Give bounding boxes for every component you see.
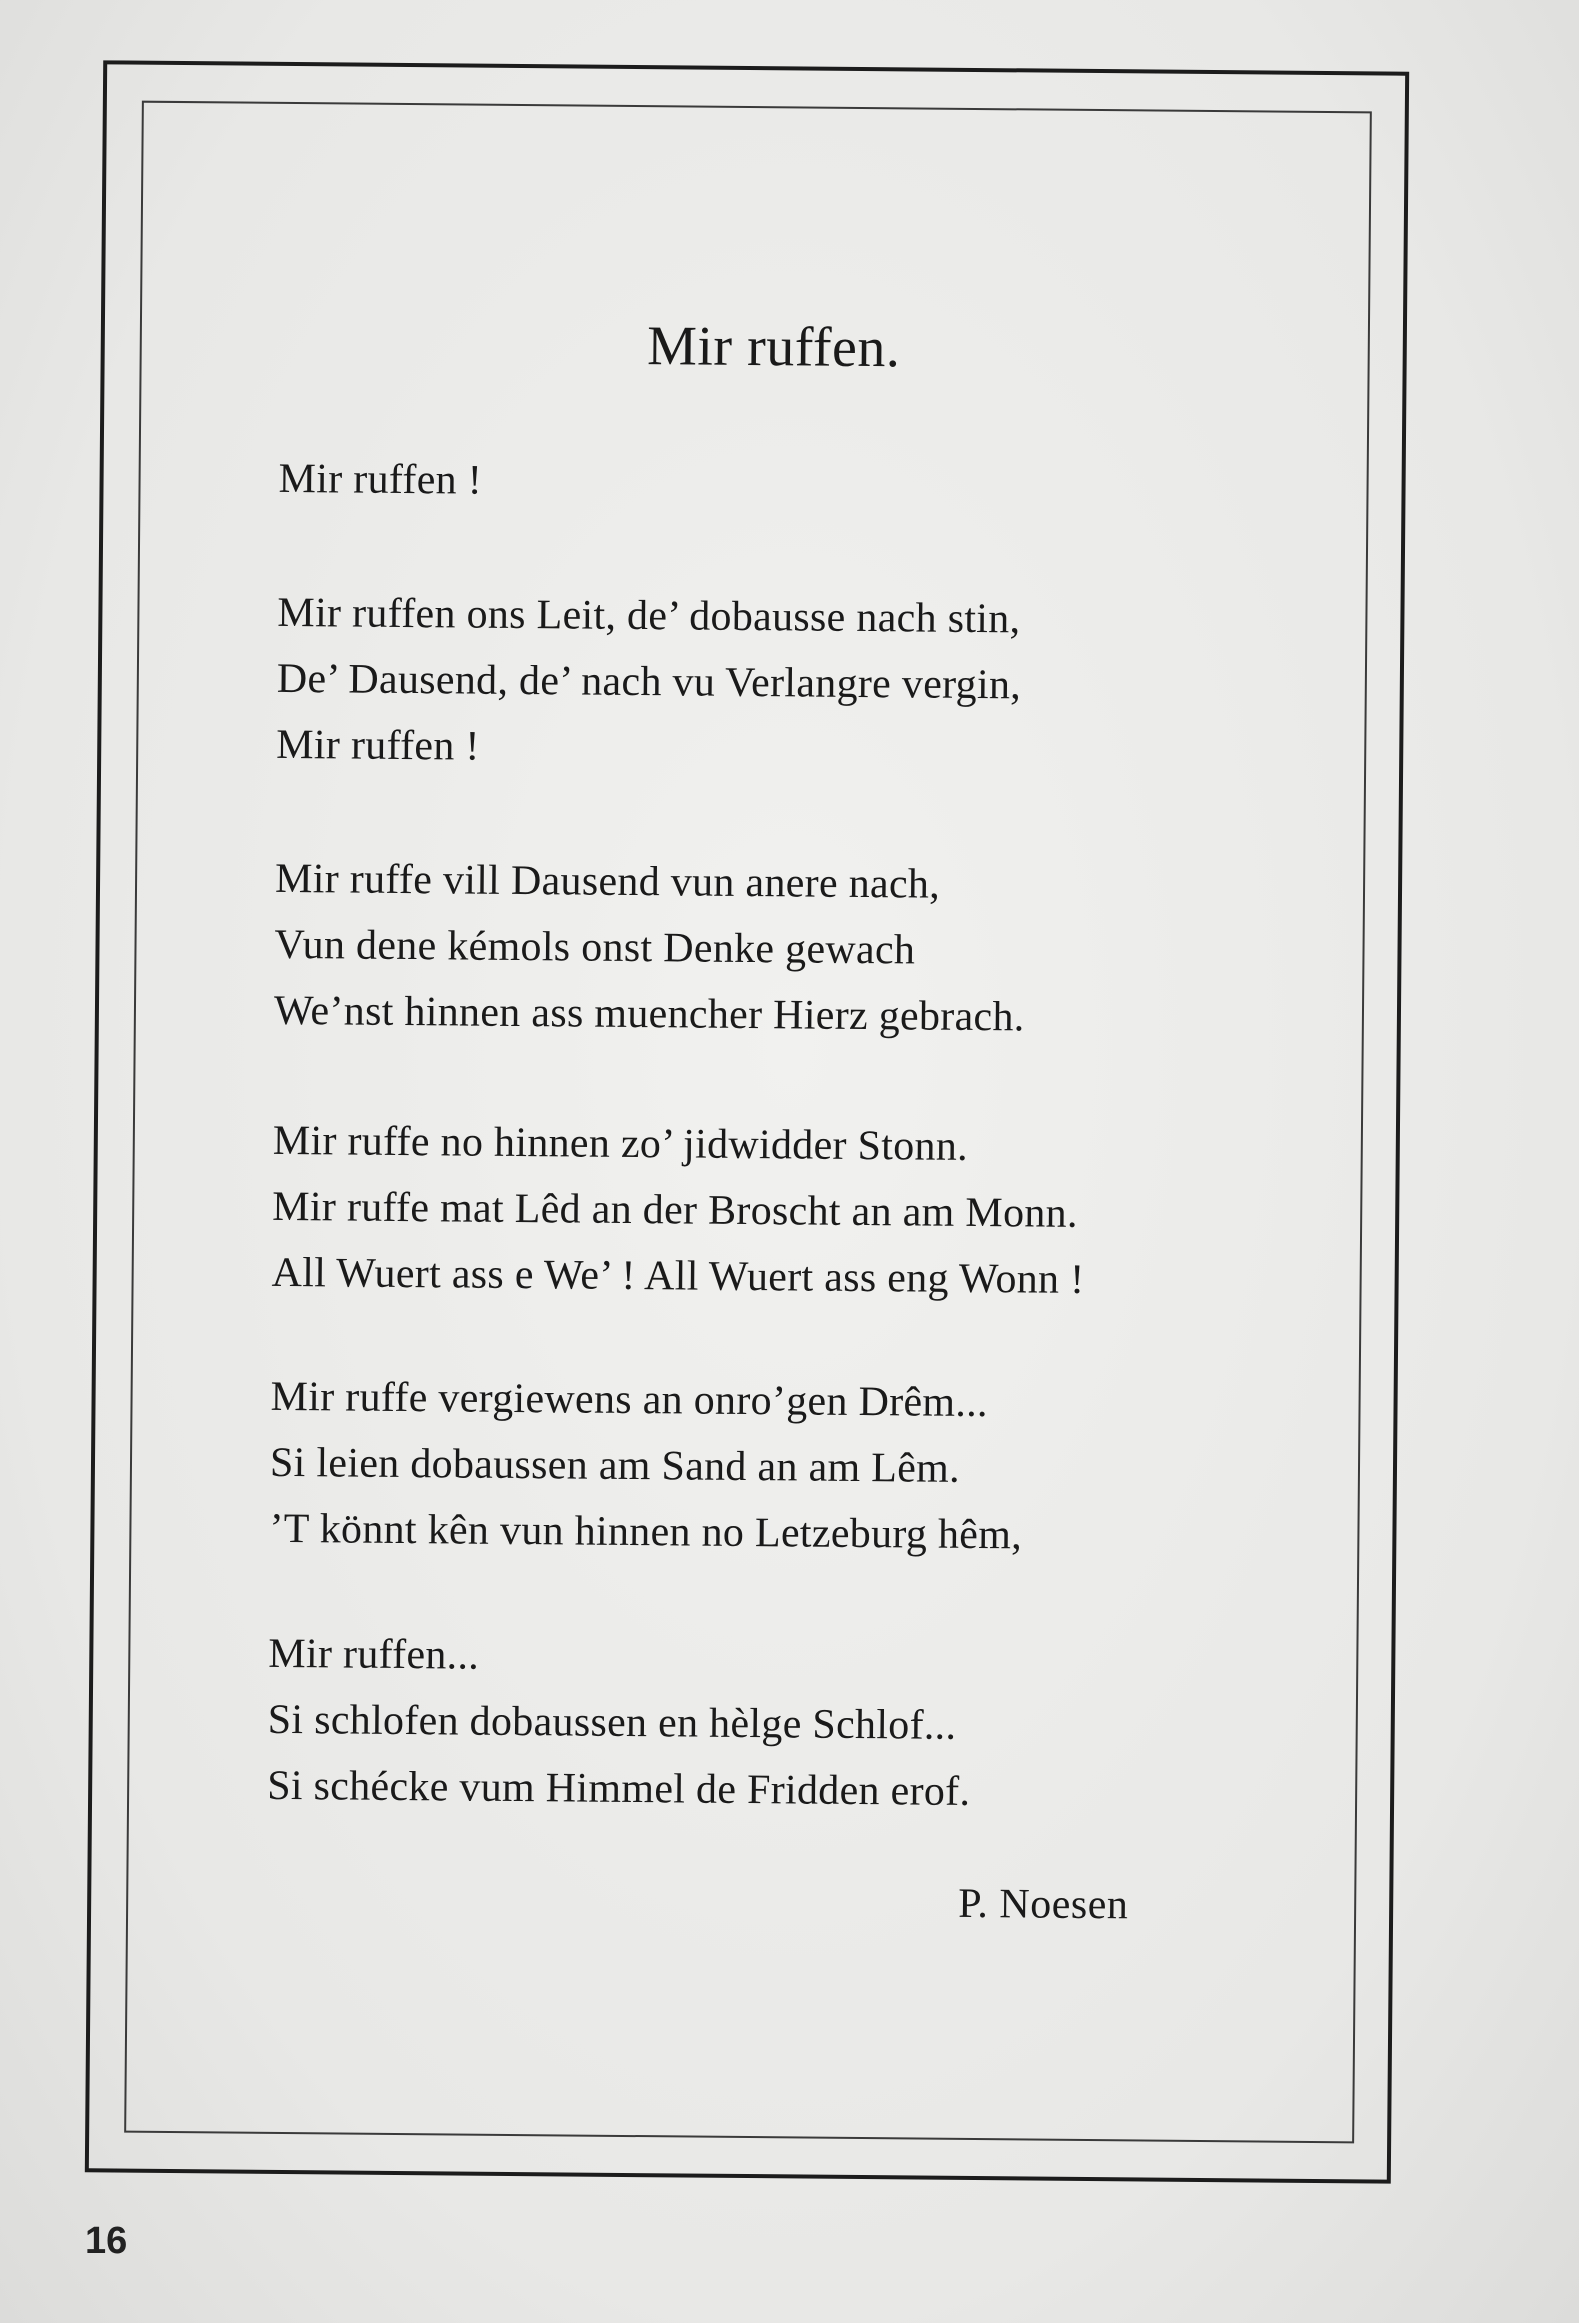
poem-line: Si schlofen dobaussen en hèlge Schlof... [267, 1696, 957, 1749]
poem-stanza-6 [267, 1621, 1369, 1829]
poem-line: Mir ruffen ! [276, 721, 480, 770]
poem-line: ’T könnt kên vun hinnen no Letzeburg hêm, [269, 1505, 1023, 1559]
poem-line: Mir ruffe vill Dausend vun anere nach, [274, 855, 941, 908]
poem-line: Si leien dobaussen am Sand an am Lêm. [269, 1439, 961, 1492]
poem-line: Vun dene kémols onst Denke gewach [274, 921, 916, 974]
poem-stanza-3 [274, 846, 1376, 1054]
poem-stanza-4 [271, 1108, 1373, 1316]
outer-border-frame [85, 60, 1409, 2183]
author-signature: P. Noesen [957, 1880, 1129, 1929]
poem-title: Mir ruffen. [646, 315, 901, 380]
poem-line: Mir ruffe vergiewens an onro’gen Drêm... [270, 1373, 988, 1427]
poem-line: Si schécke vum Himmel de Fridden erof. [266, 1762, 971, 1815]
poem-stanza-2 [276, 580, 1378, 788]
poem-stanza-5 [269, 1364, 1371, 1572]
poem-line: Mir ruffen ! [278, 455, 483, 504]
poem-line: De’ Dausend, de’ nach vu Verlangre vergin, [276, 655, 1022, 709]
poem-line: All Wuert ass e We’ ! All Wuert ass eng Wonn ! [271, 1249, 1085, 1303]
poem-line: We’nst hinnen ass muencher Hierz gebrach. [273, 987, 1025, 1041]
poem [89, 64, 1405, 2179]
poem-line: Mir ruffe no hinnen zo’ jidwidder Stonn. [272, 1117, 969, 1170]
poem-line: Mir ruffen... [268, 1630, 480, 1679]
poem-line: Mir ruffen ons Leit, de’ dobausse nach stin, [277, 589, 1021, 643]
poem-line: Mir ruffe mat Lêd an der Broscht an am Monn. [272, 1183, 1078, 1237]
poem-stanza-1 [278, 446, 1379, 522]
page-number: 16 [85, 2220, 128, 2262]
